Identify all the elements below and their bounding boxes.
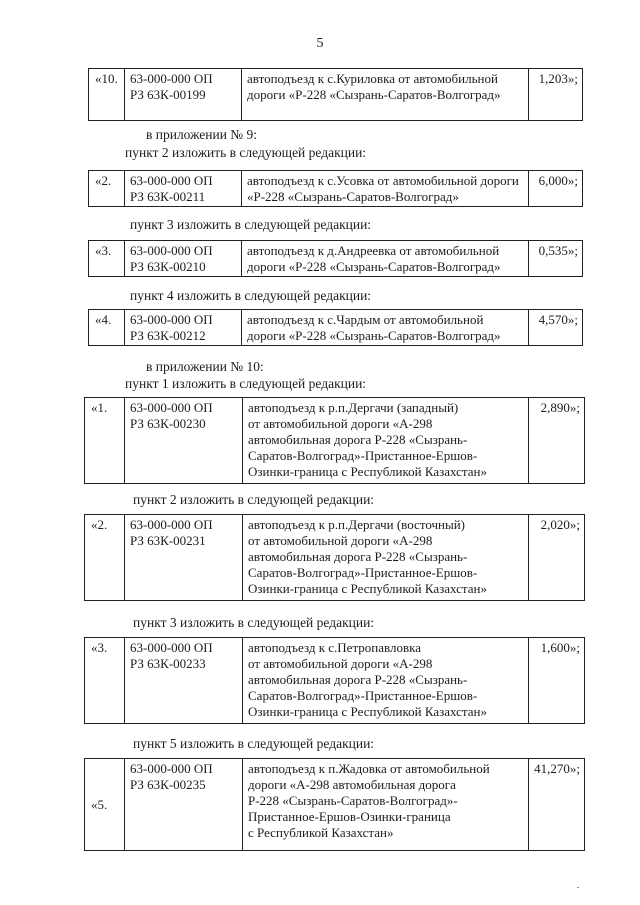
road-length: 0,535»; xyxy=(529,241,583,277)
row-number: «4. xyxy=(89,310,125,346)
road-id-code: 63-000-000 ОП РЗ 63К-00231 xyxy=(125,515,243,601)
table-row xyxy=(85,638,585,724)
road-table xyxy=(84,514,585,601)
instruction-text: пункт 3 изложить в следующей редакции: xyxy=(130,217,372,232)
row-number: «5. xyxy=(85,759,125,851)
road-name: автоподъезд к д.Андреевка от автомобильной дороги «Р-228 «Сызрань-Саратов-Волгоград» xyxy=(242,241,529,277)
road-length: 1,600»; xyxy=(529,638,585,724)
road-name: автоподъезд к р.п.Дергачи (западный) от автомобильной дороги «А-298 автомобильная дорога Р-228 «Сызрань- Саратов-Волгоград»-Пристанное-Ершов- Озинки-граница с Республикой Казахстан» xyxy=(243,398,529,484)
table-row xyxy=(89,69,583,121)
road-id-code: 63-000-000 ОП РЗ 63К-00230 xyxy=(125,398,243,484)
road-id-code: 63-000-000 ОП РЗ 63К-00211 xyxy=(125,171,242,207)
row-number: «1. xyxy=(85,398,125,484)
road-id-code: 63-000-000 ОП РЗ 63К-00233 xyxy=(125,638,243,724)
scan-speck xyxy=(577,887,579,888)
road-name: автоподъезд к с.Куриловка от автомобильной дороги «Р-228 «Сызрань-Саратов-Волгоград» xyxy=(242,69,529,121)
road-table xyxy=(88,68,583,121)
instruction-text: пункт 2 изложить в следующей редакции: xyxy=(125,145,367,160)
road-id-code: 63-000-000 ОП РЗ 63К-00199 xyxy=(125,69,242,121)
road-length: 2,890»; xyxy=(529,398,585,484)
road-length: 4,570»; xyxy=(529,310,583,346)
row-number: «2. xyxy=(85,515,125,601)
row-number: «10. xyxy=(89,69,125,121)
page-number: 5 xyxy=(316,36,324,51)
instruction-text: пункт 2 изложить в следующей редакции: xyxy=(133,492,375,507)
road-table xyxy=(84,758,585,851)
road-name: автоподъезд к с.Чардым от автомобильной дороги «Р-228 «Сызрань-Саратов-Волгоград» xyxy=(242,310,529,346)
road-length: 1,203»; xyxy=(529,69,583,121)
road-table xyxy=(88,170,583,207)
table-row xyxy=(85,759,585,851)
table-row xyxy=(85,515,585,601)
road-id-code: 63-000-000 ОП РЗ 63К-00235 xyxy=(125,759,243,851)
appendix-9-heading: в приложении № 9: xyxy=(146,127,258,142)
row-number: «2. xyxy=(89,171,125,207)
row-number: «3. xyxy=(89,241,125,277)
table-row xyxy=(89,171,583,207)
road-length: 2,020»; xyxy=(529,515,585,601)
road-table xyxy=(88,240,583,277)
table-row xyxy=(89,241,583,277)
instruction-text: пункт 5 изложить в следующей редакции: xyxy=(133,736,375,751)
instruction-text: пункт 4 изложить в следующей редакции: xyxy=(130,288,372,303)
appendix-10-heading: в приложении № 10: xyxy=(146,359,264,374)
road-name: автоподъезд к с.Усовка от автомобильной дороги «Р-228 «Сызрань-Саратов-Волгоград» xyxy=(242,171,529,207)
instruction-text: пункт 1 изложить в следующей редакции: xyxy=(125,376,367,391)
road-name: автоподъезд к с.Петропавловка от автомобильной дороги «А-298 автомобильная дорога Р-228 «Сызрань- Саратов-Волгоград»-Пристанное-Ершов- Озинки-граница с Республикой Казахстан» xyxy=(243,638,529,724)
road-table xyxy=(84,397,585,484)
road-table xyxy=(84,637,585,724)
row-number: «3. xyxy=(85,638,125,724)
road-name: автоподъезд к р.п.Дергачи (восточный) от автомобильной дороги «А-298 автомобильная дорога Р-228 «Сызрань- Саратов-Волгоград»-Пристанное-Ершов- Озинки-граница с Республикой Казахстан» xyxy=(243,515,529,601)
road-id-code: 63-000-000 ОП РЗ 63К-00212 xyxy=(125,310,242,346)
road-length: 6,000»; xyxy=(529,171,583,207)
road-id-code: 63-000-000 ОП РЗ 63К-00210 xyxy=(125,241,242,277)
road-length: 41,270»; xyxy=(529,759,585,851)
instruction-text: пункт 3 изложить в следующей редакции: xyxy=(133,615,375,630)
table-row xyxy=(85,398,585,484)
table-row xyxy=(89,310,583,346)
road-name: автоподъезд к п.Жадовка от автомобильной дороги «А-298 автомобильная дорога Р-228 «Сызрань-Саратов-Волгоград»- Пристанное-Ершов-Озинки-граница с Республикой Казахстан» xyxy=(243,759,529,851)
road-table xyxy=(88,309,583,346)
